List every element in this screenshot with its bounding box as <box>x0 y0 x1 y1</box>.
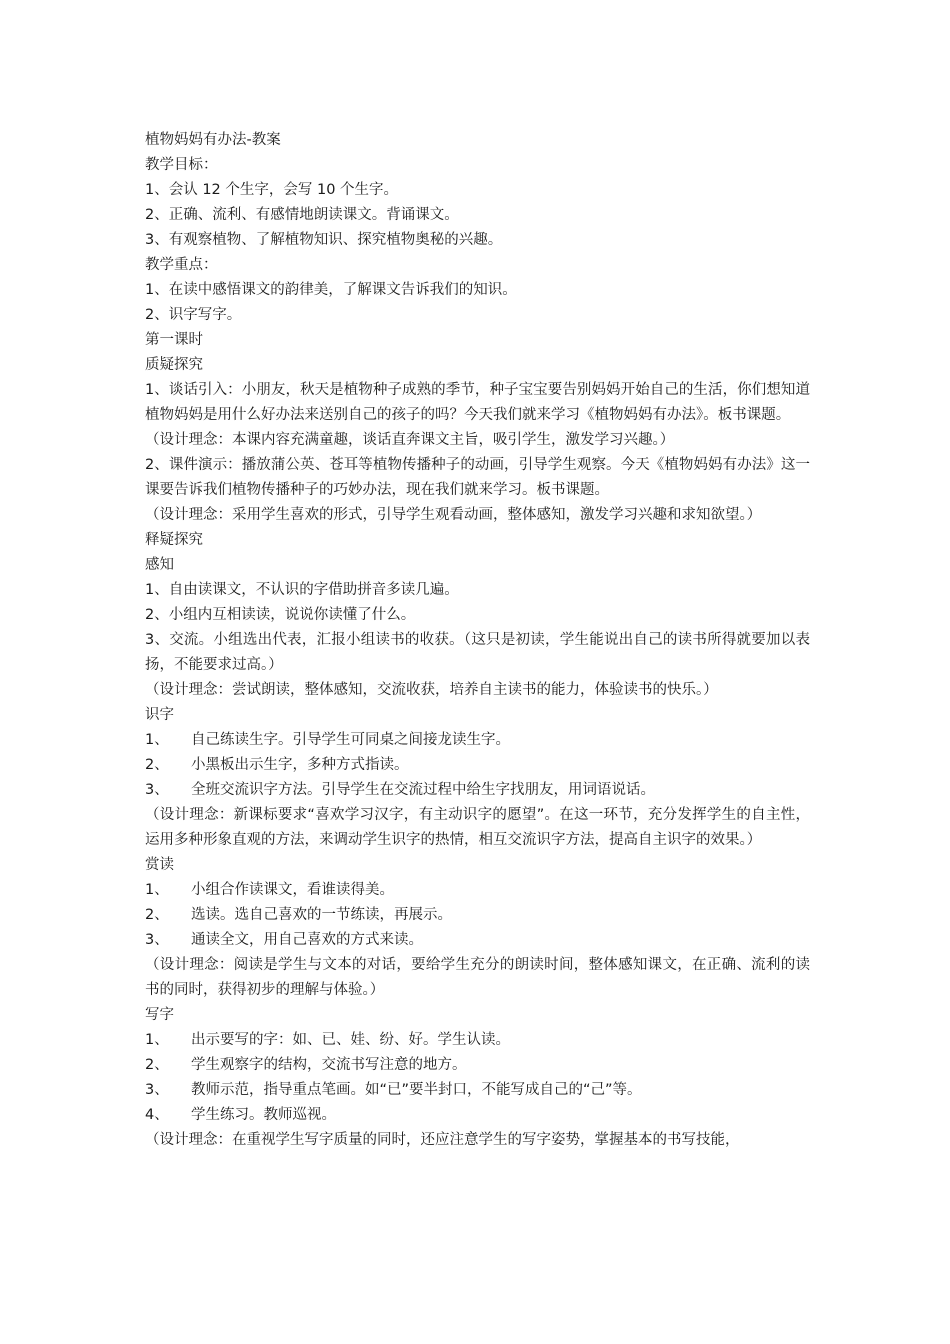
focus-item: 2、识字写字。 <box>145 307 242 323</box>
document-title: 植物妈妈有办法-教案 <box>145 132 281 148</box>
focus-item: 1、在读中感悟课文的韵律美，了解课文告诉我们的知识。 <box>145 282 517 298</box>
design-note: （设计理念：尝试朗读，整体感知，交流收获，培养自主读书的能力，体验读书的快乐。） <box>145 682 718 698</box>
list-text: 全班交流识字方法。引导学生在交流过程中给生字找朋友，用词语说话。 <box>191 782 655 798</box>
design-note: （设计理念：采用学生喜欢的形式，引导学生观看动画，整体感知，激发学习兴趣和求知欲望。） <box>145 507 762 523</box>
lesson-plan-page <box>145 128 810 1153</box>
subsection-heading: 赏读 <box>145 857 174 873</box>
list-text: 学生练习。教师巡视。 <box>191 1107 336 1123</box>
list-item <box>145 1053 810 1078</box>
list-item <box>145 1028 810 1053</box>
goals-heading: 教学目标： <box>145 157 218 173</box>
lesson-heading: 第一课时 <box>145 332 203 348</box>
list-number: 1、 <box>145 1032 169 1048</box>
paragraph: 1、谈话引入：小朋友，秋天是植物种子成熟的季节，种子宝宝要告别妈妈开始自己的生活，你们想知道植物妈妈是用什么好办法来送别自己的孩子的吗？今天我们就来学习《植物妈妈有办法》。板书课题。 <box>145 382 810 423</box>
paragraph: 2、课件演示：播放蒲公英、苍耳等植物传播种子的动画，引导学生观察。今天《植物妈妈有办法》这一课要告诉我们植物传播种子的巧妙办法，现在我们就来学习。板书课题。 <box>145 457 810 498</box>
list-number: 1、 <box>145 882 169 898</box>
list-text: 小组合作读课文，看谁读得美。 <box>191 882 394 898</box>
list-item <box>145 928 810 953</box>
list-text: 选读。选自己喜欢的一节练读，再展示。 <box>191 907 452 923</box>
list-item <box>145 1078 810 1103</box>
design-note: （设计理念：在重视学生写字质量的同时，还应注意学生的写字姿势，掌握基本的书写技能， <box>145 1132 740 1148</box>
list-item <box>145 1103 810 1128</box>
list-text: 教师示范，指导重点笔画。如“已”要半封口，不能写成自己的“己”等。 <box>191 1082 642 1098</box>
section-heading: 释疑探究 <box>145 532 203 548</box>
section-heading: 质疑探究 <box>145 357 203 373</box>
list-item <box>145 903 810 928</box>
goal-item: 1、会认 12 个生字，会写 10 个生字。 <box>145 182 399 198</box>
list-number: 2、 <box>145 1057 169 1073</box>
list-number: 4、 <box>145 1107 169 1123</box>
list-text: 小黑板出示生字，多种方式指读。 <box>191 757 409 773</box>
list-number: 2、 <box>145 907 169 923</box>
list-number: 3、 <box>145 932 169 948</box>
subsection-heading: 感知 <box>145 557 174 573</box>
subsection-heading: 识字 <box>145 707 174 723</box>
list-text: 学生观察字的结构，交流书写注意的地方。 <box>191 1057 467 1073</box>
list-item <box>145 728 810 753</box>
list-item <box>145 753 810 778</box>
list-text: 通读全文，用自己喜欢的方式来读。 <box>191 932 423 948</box>
list-number: 3、 <box>145 782 169 798</box>
paragraph: 3、交流。小组选出代表，汇报小组读书的收获。（这只是初读，学生能说出自己的读书所得就要加以表扬，不能要求过高。） <box>145 632 810 673</box>
list-item: 1、自由读课文，不认识的字借助拼音多读几遍。 <box>145 582 459 598</box>
subsection-heading: 写字 <box>145 1007 174 1023</box>
goal-item: 3、有观察植物、了解植物知识、探究植物奥秘的兴趣。 <box>145 232 503 248</box>
design-note: （设计理念：本课内容充满童趣，谈话直奔课文主旨，吸引学生，激发学习兴趣。） <box>145 432 675 448</box>
goal-item: 2、正确、流利、有感情地朗读课文。背诵课文。 <box>145 207 459 223</box>
list-item: 2、小组内互相读读，说说你读懂了什么。 <box>145 607 416 623</box>
list-number: 1、 <box>145 732 169 748</box>
list-item <box>145 878 810 903</box>
design-note: （设计理念：新课标要求“喜欢学习汉字，有主动识字的愿望”。在这一环节，充分发挥学生的自主性，运用多种形象直观的方法，来调动学生识字的热情，相互交流识字方法，提高自主识字的效果。） <box>145 807 810 848</box>
design-note: （设计理念：阅读是学生与文本的对话，要给学生充分的朗读时间，整体感知课文，在正确、流利的读书的同时，获得初步的理解与体验。） <box>145 957 810 998</box>
list-number: 3、 <box>145 1082 169 1098</box>
focus-heading: 教学重点： <box>145 257 218 273</box>
list-text: 出示要写的字：如、已、娃、纷、好。学生认读。 <box>191 1032 510 1048</box>
list-text: 自己练读生字。引导学生可同桌之间接龙读生字。 <box>191 732 510 748</box>
list-item <box>145 778 810 803</box>
list-number: 2、 <box>145 757 169 773</box>
